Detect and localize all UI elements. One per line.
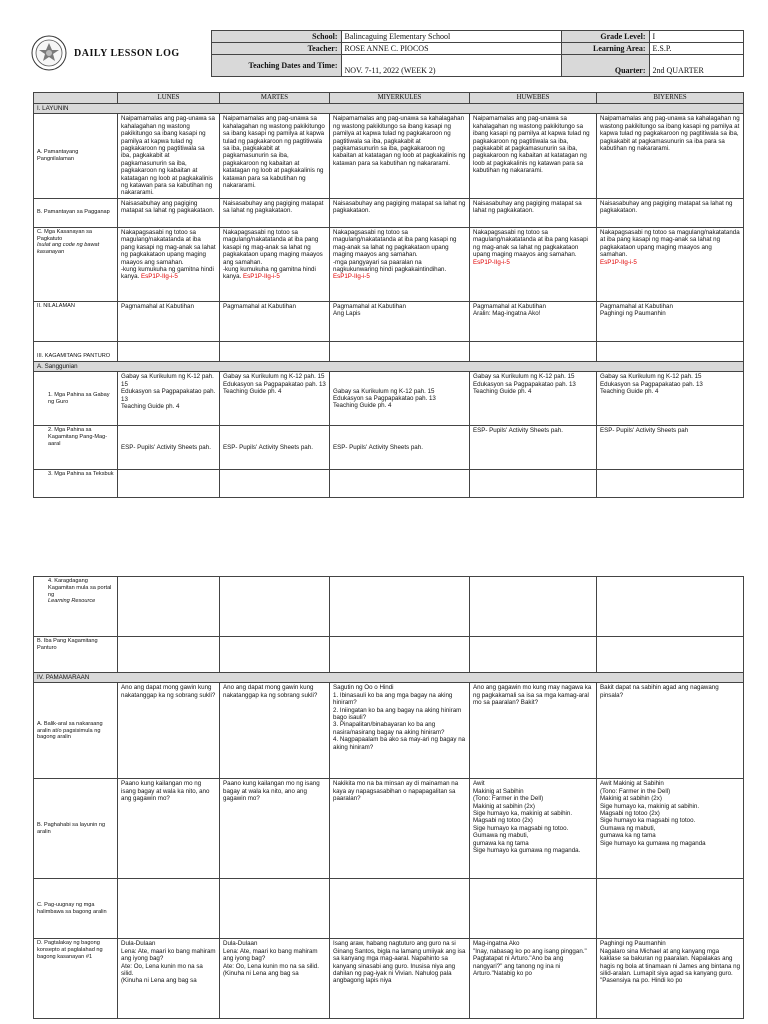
table-cell bbox=[220, 637, 330, 673]
row-label-note: Isulat ang code ng bawat kasanayan bbox=[37, 242, 100, 256]
dates-label: Teaching Dates and Time: bbox=[211, 55, 341, 77]
table-cell bbox=[470, 637, 597, 673]
page-title: DAILY LESSON LOG bbox=[74, 48, 180, 59]
table-cell bbox=[118, 470, 220, 498]
table-cell bbox=[470, 577, 597, 637]
grade-label: Grade Level: bbox=[561, 31, 649, 43]
table-cell: Pagmamahal at Kabutihan Ang Lapis bbox=[330, 301, 470, 341]
table-cell: Gabay sa Kurikulum ng K-12 pah. 15 Edukasyon sa Pagpapakatao pah. 13 Teaching Guide ph. 4 bbox=[470, 372, 597, 426]
table-cell: Nakikita mo na ba minsan ay di mainaman na kaya ay napagsasabihan o napapagalitan sa paaralan? bbox=[330, 779, 470, 879]
competency-code: EsP1P-IIg-i-5 bbox=[140, 273, 178, 281]
competency-code: EsP1P-IIg-i-5 bbox=[473, 258, 510, 266]
row-pamantayan-pagganap bbox=[34, 198, 744, 227]
row-balik-aral bbox=[34, 683, 744, 779]
row-label bbox=[34, 577, 118, 637]
table-cell: Dula-Dulaan Lena: Ate, maari ko bang mahiram ang iyong bag? Ate: Oo, Lena kunin mo na sa silid. (Kinuha ni Lena ang bag sa bbox=[118, 939, 220, 1019]
school-value: Balincaguing Elementary School bbox=[341, 31, 561, 43]
table-cell: ESP- Pupils' Activity Sheets pah bbox=[597, 426, 744, 470]
table-cell bbox=[330, 879, 470, 939]
table-cell bbox=[470, 879, 597, 939]
row-paghahabi bbox=[34, 779, 744, 879]
row-nilalaman bbox=[34, 301, 744, 341]
row-label: D. Pagtalakay ng bagong konsepto at paglalahad ng bagong kasanayan #1 bbox=[34, 939, 118, 1019]
row-label-note: Learning Resource bbox=[48, 598, 96, 605]
table-cell: ESP- Pupils' Activity Sheets pah. bbox=[330, 426, 470, 470]
table-cell: Paghingi ng Paumanhin Nagalaro sina Michael at ang kanyang mga kaklase sa bakuran ng paaralan. Napalakas ang hagis ng bola at tinamaan ni James ang bintana ng silid-aralan. Lumapit siya agad sa kanyang guro. "Pasensiya na po. Hindi ko po bbox=[597, 939, 744, 1019]
table-cell bbox=[597, 879, 744, 939]
table-cell bbox=[330, 577, 470, 637]
table-cell: Naisasabuhay ang pagiging matapat sa lahat ng pagkakataon. bbox=[118, 198, 220, 227]
table-cell bbox=[597, 637, 744, 673]
day-header-huwebes: HUWEBES bbox=[470, 93, 597, 104]
day-header-martes: MARTES bbox=[220, 93, 330, 104]
row-teksbuk bbox=[34, 470, 744, 498]
area-label: Learning Area: bbox=[561, 43, 649, 55]
cell-text: Nakapagsasabi ng totoo sa magulang/nakatatanda at iba pang kasapi ng mag-anak sa lahat ng pagkakataon upang maging maayos ang samahan. bbox=[473, 228, 588, 259]
table-cell: ESP- Pupils' Activity Sheets pah. bbox=[118, 426, 220, 470]
table-cell: Paano kung kailangan mo ng isang bagay at wala ka nito, ano ang gagawin mo? bbox=[220, 779, 330, 879]
table-cell: Sagutin ng Oo o Hindi 1. Ibinasauli ko ba ang mga bagay na aking hiniram? 2. Iniingatan ko ba ang bagay na aking hiniram bago isauli? 3. Pinapalitan/binabayaran ko ba ang nasira/nasirang bagay na aking hiniram? 4. Nagpapaalam ba ako sa may-ari ng bagay na aking hiniram? bbox=[330, 683, 470, 779]
row-label: B. Iba Pang Kagamitang Panturo bbox=[34, 637, 118, 673]
table-cell bbox=[220, 577, 330, 637]
table-cell: Dula-Dulaan Lena: Ate, maari ko bang mahiram ang iyong bag? Ate: Oo, Lena kunin mo na sa silid. (Kinuha ni Lena ang bag sa bbox=[220, 939, 330, 1019]
day-header-lunes: LUNES bbox=[118, 93, 220, 104]
row-label-text: C. Mga Kasanayan sa Pagkatuto bbox=[37, 228, 93, 242]
row-gabay-guro bbox=[34, 372, 744, 426]
table-cell: Naisasabuhay ang pagiging matapat sa lahat ng pagkakataon. bbox=[597, 198, 744, 227]
day-header-miyerkules: MIYERKULES bbox=[330, 93, 470, 104]
section-sanggunian: A. Sanggunian bbox=[34, 361, 744, 371]
table-cell bbox=[470, 470, 597, 498]
table-cell: Bakit dapat na sabihin agad ang nagawang pinsala? bbox=[597, 683, 744, 779]
table-cell: Ano ang dapat mong gawin kung nakatanggap ka ng sobrang sukli? bbox=[118, 683, 220, 779]
table-cell: ESP- Pupils' Activity Sheets pah. bbox=[220, 426, 330, 470]
teacher-value: ROSE ANNE C. PIOCOS bbox=[341, 43, 561, 55]
row-label bbox=[34, 227, 118, 301]
table-cell bbox=[220, 227, 330, 301]
table-cell bbox=[330, 227, 470, 301]
row-label: 3. Mga Pahina sa Teksbuk bbox=[34, 470, 118, 498]
row-kasanayan bbox=[34, 227, 744, 301]
table-cell bbox=[118, 637, 220, 673]
corner-header bbox=[34, 93, 118, 104]
table-cell: Ano ang gagawin mo kung may nagawa ka ng pagkakamali sa isa sa mga kamag-aral mo sa paaralan? Bakit? bbox=[470, 683, 597, 779]
table-cell bbox=[118, 227, 220, 301]
table-cell: Isang araw, habang nagtuturo ang guro na si Ginang Santos, bigla na lamang umiiyak ang isa sa kanyang mga mag-aaral. Napahinto sa kanyang sinasabi ang guro. Inusisa niya ang dahilan ng pag-iyak ni Vivian. Nahulog pala angbagong lapis niya bbox=[330, 939, 470, 1019]
table-cell: Ano ang dapat mong gawin kung nakatanggap ka ng sobrang sukli? bbox=[220, 683, 330, 779]
cell-text: Nakapagsasabi ng totoo sa magulang/nakatatanda at iba pang kasapi ng mag-anak sa lahat ng pagkakataon upang maging maayos ang samahan. bbox=[600, 228, 740, 259]
row-pag-uugnay bbox=[34, 879, 744, 939]
table-cell bbox=[597, 470, 744, 498]
table-cell bbox=[597, 227, 744, 301]
dates-value: NOV. 7-11, 2022 (WEEK 2) bbox=[341, 55, 561, 77]
page-two bbox=[0, 512, 768, 1024]
table-cell: Naipamamalas ang pag-unawa sa kahalagahan ng wastong pakikitungo sa ibang kasapi ng pamilya at kapwa tulad ng pagkakaroon ng pagtitiwala sa iba, pagkakabit at pagkamasunurin sa iba, pagkakaroon ng kabaitan at katatagan ng loob at pagkakalinis ng katawan para sa kabutihan ng nakararami. bbox=[470, 114, 597, 198]
lesson-table-part-2 bbox=[33, 576, 744, 1019]
table-cell: Paano kung kailangan mo ng isang bagay at wala ka nito, ano ang gagawin mo? bbox=[118, 779, 220, 879]
row-kagamitan bbox=[34, 341, 744, 361]
area-value: E.S.P. bbox=[649, 43, 743, 55]
cell-text: Nakapagsasabi ng totoo sa magulang/nakatatanda at iba pang kasapi ng mag-anak sa lahat ng pagkakataon upang maging maayos ang samahan. -kung kumukuha ng gamitna hindi kanya. bbox=[121, 228, 216, 281]
day-header-biyernes: BIYERNES bbox=[597, 93, 744, 104]
row-label: A. Pamantayang Pangnilalaman bbox=[34, 114, 118, 198]
table-cell bbox=[330, 341, 470, 361]
cell-text: Nakapagsasabi ng totoo sa magulang/nakatatanda at iba pang kasapi ng mag-anak sa lahat ng pagkakataon upang maging maayos ang samahan. -kung kumukuha ng gamitna hindi kanya. bbox=[223, 228, 323, 281]
competency-code: EsP1P-IIg-i-5 bbox=[600, 258, 637, 266]
table-cell: Pagmamahal at Kabutihan bbox=[220, 301, 330, 341]
row-label: A. Balik-aral sa nakaraang aralin at/o pagsisimula ng bagong aralin bbox=[34, 683, 118, 779]
row-kagamitang-mag-aaral bbox=[34, 426, 744, 470]
table-cell: Naisasabuhay ang pagiging matapat sa lahat ng pagkakataon. bbox=[470, 198, 597, 227]
table-cell bbox=[597, 341, 744, 361]
table-cell bbox=[597, 577, 744, 637]
row-label: III. KAGAMITANG PANTURO bbox=[34, 341, 118, 361]
lesson-table-part-1 bbox=[33, 92, 744, 498]
table-cell: Gabay sa Kurikulum ng K-12 pah. 15 Edukasyon sa Pagpapakatao pah. 13 Teaching Guide ph. 4 bbox=[597, 372, 744, 426]
table-cell bbox=[470, 341, 597, 361]
deped-seal-cell bbox=[27, 31, 71, 77]
table-cell bbox=[220, 879, 330, 939]
table-cell: Awit Makinig at Sabihin (Tono: Farmer in the Dell) Makinig at sabihin (2x) Sige humayo ka, makinig at sabihin. Magsabi ng totoo (2x) Sige humayo ka magsabi ng totoo. Gumawa ng mabuti, gumawa ka ng tama Sige humayo ka gumawa ng maganda bbox=[597, 779, 744, 879]
cell-text: Nakapagsasabi ng totoo sa magulang/nakatatanda at iba pang kasapi ng mag-anak sa lahat ng pagkakataon upang maging maayos ang samahan. -mga pangyayari sa paaralan na nagkukunwaring hindi pagkakaintindihan. bbox=[333, 228, 457, 273]
header-table bbox=[27, 30, 744, 77]
quarter-label: Quarter: bbox=[561, 55, 649, 77]
row-label: B. Pamantayan sa Pagganap bbox=[34, 198, 118, 227]
row-karagdagang bbox=[34, 577, 744, 637]
table-cell bbox=[118, 577, 220, 637]
table-cell: Gabay sa Kurikulum ng K-12 pah. 15 Edukasyon sa Pagpapakatao pah. 13 Teaching Guide ph. 4 bbox=[118, 372, 220, 426]
table-cell: Naisasabuhay ang pagiging matapat sa lahat ng pagkakataon. bbox=[330, 198, 470, 227]
table-cell: Awit Makinig at Sabihin (Tono: Farmer in the Dell) Makinig at sabihin (2x) Sige humayo ka, makinig at sabihin. Magsabi ng totoo (2x) Sige humayo ka magsabi ng totoo. Gumawa ng mabuti, gumawa ka ng tama Sige humayo ka gumawa ng maganda. bbox=[470, 779, 597, 879]
table-cell: Naisasabuhay ang pagiging matapat sa lahat ng pagkakataon. bbox=[220, 198, 330, 227]
table-cell: Naipamamalas ang pag-unawa sa kahalagahan ng wastong pakikitungo sa ibang kasapi ng pamilya at kapwa tulad ng pagkakaroon ng pagtitiwala sa iba, pagkakabit at pagkamasunurin sa iba, pagkakaroon ng kabaitan at katatagan ng loob at pagkakalinis ng katawan para sa kabutihan ng nakararami. bbox=[220, 114, 330, 198]
table-cell: Mag-ingatna Ako "Inay, nabasag ko po ang isang pinggan." Pagtatapat ni Arturo."Ano ba ang nangyari?" ang tanong ng ina ni Arturo."Natabig ko po bbox=[470, 939, 597, 1019]
table-cell: Gabay sa Kurikulum ng K-12 pah. 15 Edukasyon sa Pagpapakatao pah. 13 Teaching Guide ph. 4 bbox=[220, 372, 330, 426]
table-cell: Pagmamahal at Kabutihan Aralin: Mag-ingatna Ako! bbox=[470, 301, 597, 341]
row-label: 1. Mga Pahina sa Gabay ng Guro bbox=[34, 372, 118, 426]
school-label: School: bbox=[211, 31, 341, 43]
row-label: II. NILALAMAN bbox=[34, 301, 118, 341]
deped-seal-icon bbox=[31, 35, 67, 71]
table-cell bbox=[470, 227, 597, 301]
table-cell: ESP- Pupils' Activity Sheets pah. bbox=[470, 426, 597, 470]
teacher-label: Teacher: bbox=[211, 43, 341, 55]
table-cell: Naipamamalas ang pag-unawa sa kahalagahan ng wastong pakikitungo sa ibang kasapi ng pamilya at kapwa tulad ng pagkakaroon ng pagtitiwala sa iba, pagkakabit at pagkamasunurin sa iba para sa kabutihan ng nakararami. bbox=[597, 114, 744, 198]
table-cell: Naipamamalas ang pag-unawa sa kahalagahan ng wastong pakikitungo sa ibang kasapi ng pamilya at kapwa tulad ng pagkakaroon ng pagtitiwala sa iba, pagkakabit at pagkamasunurin sa iba, pagkakaroon ng kabaitan at katatagan ng loob at pagkakalinis ng katawan para sa kabutihan ng nakararami. bbox=[118, 114, 220, 198]
row-label: B. Paghahabi sa layunin ng aralin bbox=[34, 779, 118, 879]
competency-code: EsP1P-IIg-i-5 bbox=[242, 273, 280, 281]
table-cell bbox=[330, 470, 470, 498]
section-pamamaraan: IV. PAMAMARAAN bbox=[34, 673, 744, 683]
row-label-text: 4. Karagdagang Kagamitan mula sa portal ng bbox=[48, 578, 112, 598]
table-cell: Gabay sa Kurikulum ng K-12 pah. 15 Edukasyon sa Pagpapakatao pah. 13 Teaching Guide ph. 4 bbox=[330, 372, 470, 426]
table-cell: Naipamamalas ang pag-unawa sa kahalagahan ng wastong pakikitungo sa ibang kasapi ng pamilya at kapwa tulad ng pagkakaroon ng pagtitiwala sa iba, pagkakabit at pagkamasunurin sa iba, pagkakaroon ng kabaitan at katatagan ng loob at pagkakalinis ng katawan para sa kabutihan ng nakararami. bbox=[330, 114, 470, 198]
grade-value: I bbox=[649, 31, 743, 43]
competency-code: EsP1P-IIg-i-5 bbox=[333, 273, 370, 281]
row-label: 2. Mga Pahina sa Kagamitang Pang-Mag-aaral bbox=[34, 426, 118, 470]
row-iba-pang bbox=[34, 637, 744, 673]
table-cell bbox=[118, 341, 220, 361]
row-pamantayang-nilalaman bbox=[34, 114, 744, 198]
table-cell bbox=[330, 637, 470, 673]
quarter-value: 2nd QUARTER bbox=[649, 55, 743, 77]
table-cell bbox=[220, 341, 330, 361]
row-label: C. Pag-uugnay ng mga halimbawa sa bagong aralin bbox=[34, 879, 118, 939]
row-pagtalakay bbox=[34, 939, 744, 1019]
table-cell bbox=[118, 879, 220, 939]
table-cell: Pagmamahal at Kabutihan Paghingi ng Paumanhin bbox=[597, 301, 744, 341]
table-cell bbox=[220, 470, 330, 498]
section-layunin: I. LAYUNIN bbox=[34, 104, 744, 114]
table-cell: Pagmamahal at Kabutihan bbox=[118, 301, 220, 341]
title-cell bbox=[71, 31, 211, 77]
